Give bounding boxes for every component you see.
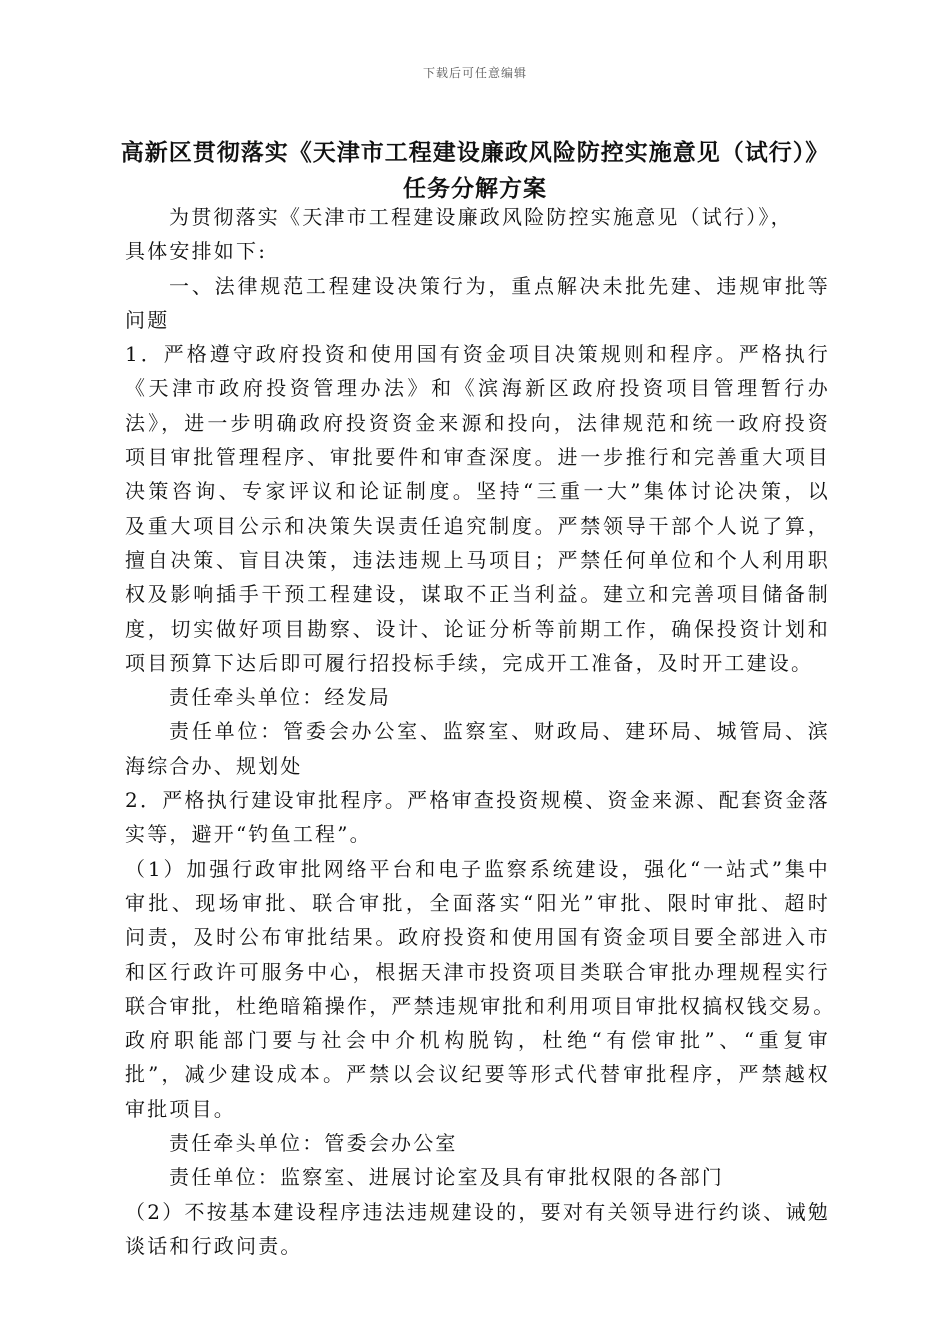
paragraph-line: 及重大项目公示和决策失误责任追究制度。严禁领导干部个人说了算， (125, 513, 830, 538)
paragraph-line: 2．严格执行建设审批程序。严格审查投资规模、资金来源、配套资金落 (125, 788, 830, 813)
paragraph-line: 批”，减少建设成本。严禁以会议纪要等形式代替审批程序，严禁越权 (125, 1062, 830, 1087)
paragraph-line: 法》，进一步明确政府投资资金来源和投向，法律规范和统一政府投资 (125, 410, 830, 435)
paragraph-line: 决策咨询、专家评议和论证制度。坚持“三重一大”集体讨论决策，以 (125, 479, 830, 504)
paragraph-line: 实等，避开“钓鱼工程”。 (125, 822, 372, 847)
document-title-line-2: 任务分解方案 (403, 175, 547, 202)
paragraph-line: 审批、现场审批、联合审批，全面落实“阳光”审批、限时审批、超时 (125, 890, 830, 915)
paragraph-line: 项目预算下达后即可履行招投标手续，完成开工准备，及时开工建设。 (125, 650, 814, 675)
responsible-units-line: 海综合办、规划处 (125, 753, 303, 778)
lead-unit-line: 责任牵头单位：经发局 (169, 685, 391, 710)
intro-line: 为贯彻落实《天津市工程建设廉政风险防控实施意见（试行）》， (169, 205, 793, 229)
lead-unit-line: 责任牵头单位：管委会办公室 (169, 1131, 458, 1156)
document-body (125, 200, 836, 1263)
paragraph-line: 《天津市政府投资管理办法》和《滨海新区政府投资项目管理暂行办 (125, 376, 830, 401)
paragraph-line: 谈话和行政问责。 (125, 1233, 303, 1258)
responsible-units-line: 责任单位：监察室、进展讨论室及具有审批权限的各部门 (169, 1165, 724, 1190)
paragraph-line: 问责，及时公布审批结果。政府投资和使用国有资金项目要全部进入市 (125, 925, 830, 950)
paragraph-line: （1）加强行政审批网络平台和电子监察系统建设，强化“一站式”集中 (125, 856, 830, 881)
paragraph-line: 权及影响插手干预工程建设，谋取不正当利益。建立和完善项目储备制 (125, 582, 830, 607)
paragraph-line: 政府职能部门要与社会中介机构脱钩，杜绝“有偿审批”、“重复审 (125, 1028, 830, 1053)
section-heading: 一、法律规范工程建设决策行为，重点解决未批先建、违规审批等 (169, 273, 830, 298)
intro-line: 具体安排如下: (125, 239, 268, 264)
responsible-units-line: 责任单位：管委会办公室、监察室、财政局、建环局、城管局、滨 (169, 719, 830, 744)
paragraph-line: 审批项目。 (125, 1096, 236, 1121)
paragraph-line: 项目审批管理程序、审批要件和审查深度。进一步推行和完善重大项目 (125, 445, 830, 470)
paragraph-line: 1．严格遵守政府投资和使用国有资金项目决策规则和程序。严格执行 (125, 342, 830, 367)
paragraph-line: （2）不按基本建设程序违法违规建设的，要对有关领导进行约谈、诫勉 (125, 1199, 830, 1224)
paragraph-line: 度，切实做好项目勘察、设计、论证分析等前期工作，确保投资计划和 (125, 616, 830, 641)
header-note: 下载后可任意编辑 (422, 66, 527, 80)
paragraph-line: 擅自决策、盲目决策，违法违规上马项目；严禁任何单位和个人利用职 (125, 547, 830, 572)
section-heading: 问题 (125, 307, 170, 332)
paragraph-line: 和区行政许可服务中心，根据天津市投资项目类联合审批办理规程实行 (125, 959, 830, 984)
document-title-line-1: 高新区贯彻落实《天津市工程建设廉政风险防控实施意见（试行）》 (120, 139, 830, 166)
paragraph-line: 联合审批，杜绝暗箱操作，严禁违规审批和利用项目审批权搞权钱交易。 (125, 993, 836, 1018)
